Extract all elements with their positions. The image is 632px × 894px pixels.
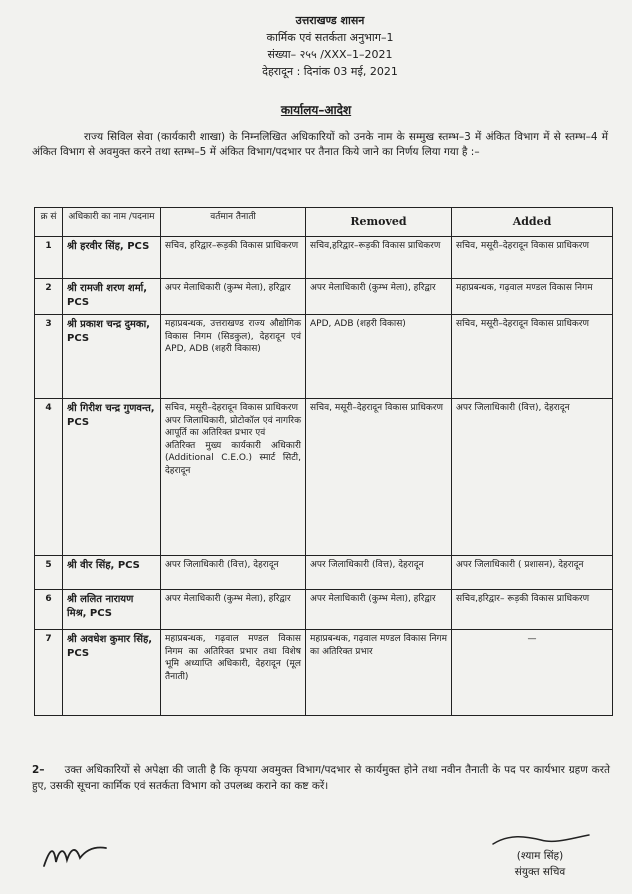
row-officer-name: श्री अवधेश कुमार सिंह, PCS	[63, 630, 161, 716]
table-row	[35, 279, 613, 315]
instruction-text: उक्त अधिकारियों से अपेक्षा की जाती है कि कृपया अवमुक्त विभाग/पदभार से कार्यमुक्त होने तथा नवीन तैनाती के पद पर कार्यभार ग्रहण करते हुए, उसकी सूचना कार्मिक एवं सतर्कता विभाग को उपलब्ध कराने का कष्ट करें।	[32, 764, 610, 792]
current-posting-line: महाप्रबन्धक, उत्तराखण्ड राज्य औद्योगिक विकास निगम (सिडकुल), देहरादून एवं APD, ADB (शहरी विकास)	[165, 319, 301, 354]
row-removed: महाप्रबन्धक, गढ़वाल मण्डल विकास निगम का अतिरिक्त प्रभार	[306, 630, 452, 716]
government-name: उत्तराखण्ड शासन	[295, 14, 365, 27]
row-current-posting	[161, 630, 306, 716]
initials-signature	[40, 838, 112, 872]
row-officer-name: श्री ललित नारायण मिश्र, PCS	[63, 590, 161, 630]
row-officer-name: श्री वीर सिंह, PCS	[63, 556, 161, 590]
table-row	[35, 315, 613, 399]
current-posting-line: अतिरिक्त मुख्य कार्यकारी अधिकारी (Additional C.E.O.) स्मार्ट सिटी, देहरादून	[165, 440, 301, 476]
intro-paragraph: राज्य सिविल सेवा (कार्यकारी शाखा) के निम्नलिखित अधिकारियों को उनके नाम के सम्मुख स्तम्भ–3 में अंकित विभाग में से स्तम्भ–4 में अंकित विभाग से अवमुक्त करने तथा स्तम्भ–5 में अंकित विभाग/पदभार पर तैनात किये जाने का निर्णय लिया गया है :–	[32, 131, 608, 158]
row-sno: 5	[35, 556, 63, 590]
place-date: देहरादून : दिनांक 03 मई, 2021	[262, 65, 398, 78]
department-name: कार्मिक एवं सतर्कता अनुभाग–1	[266, 31, 394, 44]
row-current-posting	[161, 590, 306, 630]
current-posting-line: अपर जिलाधिकारी, प्रोटोकॉल एवं नागरिक आपूर्ति का अतिरिक्त प्रभार एवं	[165, 415, 301, 438]
row-current-posting	[161, 237, 306, 279]
row-current-posting	[161, 279, 306, 315]
current-posting-line: अपर मेलाधिकारी (कुम्भ मेला), हरिद्वार	[165, 283, 291, 293]
row-removed: अपर मेलाधिकारी (कुम्भ मेला), हरिद्वार	[306, 590, 452, 630]
table-header-row	[35, 208, 613, 237]
row-officer-name: श्री गिरीश चन्द्र गुणवन्त, PCS	[63, 399, 161, 556]
signature-scribble	[485, 832, 595, 848]
row-officer-name: श्री प्रकाश चन्द्र दुमका, PCS	[63, 315, 161, 399]
row-removed: APD, ADB (शहरी विकास)	[306, 315, 452, 399]
table-row	[35, 399, 613, 556]
header-sno: क्र सं	[35, 208, 63, 237]
row-sno: 4	[35, 399, 63, 556]
row-removed: अपर मेलाधिकारी (कुम्भ मेला), हरिद्वार	[306, 279, 452, 315]
letter-header	[220, 12, 440, 80]
header-removed: Removed	[306, 208, 452, 237]
table-row	[35, 630, 613, 716]
current-posting-line: महाप्रबन्धक, गढ़वाल मण्डल विकास निगम का अतिरिक्त प्रभार तथा विशेष भूमि अध्याप्ति अधिकारी, देहरादून (मूल तैनाती)	[165, 634, 301, 682]
row-added: अपर जिलाधिकारी ( प्रशासन), देहरादून	[452, 556, 613, 590]
header-added: Added	[452, 208, 613, 237]
signatory-designation: संयुक्त सचिव	[514, 866, 566, 878]
office-order-title: कार्यालय–आदेश	[280, 103, 352, 117]
current-posting-line: अपर मेलाधिकारी (कुम्भ मेला), हरिद्वार	[165, 594, 291, 604]
instruction-paragraph	[32, 762, 610, 794]
row-sno: 6	[35, 590, 63, 630]
officers-table	[34, 207, 613, 716]
header-current: वर्तमान तैनाती	[161, 208, 306, 237]
signature-block	[470, 832, 610, 880]
row-sno: 2	[35, 279, 63, 315]
row-sno: 7	[35, 630, 63, 716]
table-row	[35, 590, 613, 630]
row-added: सचिव, मसूरी–देहरादून विकास प्राधिकरण	[452, 237, 613, 279]
row-added: महाप्रबन्धक, गढ़वाल मण्डल विकास निगम	[452, 279, 613, 315]
signatory-name: (श्याम सिंह)	[516, 850, 564, 862]
header-name: अधिकारी का नाम /पदनाम	[63, 208, 161, 237]
row-current-posting	[161, 315, 306, 399]
letter-number: संख्या– २५५ /XXX–1–2021	[267, 48, 393, 61]
current-posting-line: सचिव, हरिद्वार–रूड़की विकास प्राधिकरण	[165, 241, 299, 251]
table-row	[35, 556, 613, 590]
row-officer-name: श्री हरवीर सिंह, PCS	[63, 237, 161, 279]
current-posting-line: अपर जिलाधिकारी (वित्त), देहरादून	[165, 560, 279, 570]
row-removed: अपर जिलाधिकारी (वित्त), देहरादून	[306, 556, 452, 590]
row-sno: 1	[35, 237, 63, 279]
row-removed: सचिव,हरिद्वार–रूड़की विकास प्राधिकरण	[306, 237, 452, 279]
row-added: सचिव,हरिद्वार– रूड़की विकास प्राधिकरण	[452, 590, 613, 630]
table-row	[35, 237, 613, 279]
row-added: अपर जिलाधिकारी (वित्त), देहरादून	[452, 399, 613, 556]
row-officer-name: श्री रामजी शरण शर्मा, PCS	[63, 279, 161, 315]
row-current-posting	[161, 399, 306, 556]
row-added: —	[452, 630, 613, 716]
paragraph-number: 2–	[32, 764, 45, 776]
current-posting-line: सचिव, मसूरी–देहरादून विकास प्राधिकरण	[165, 403, 298, 413]
row-current-posting	[161, 556, 306, 590]
row-sno: 3	[35, 315, 63, 399]
row-added: सचिव, मसूरी–देहरादून विकास प्राधिकरण	[452, 315, 613, 399]
row-removed: सचिव, मसूरी–देहरादून विकास प्राधिकरण	[306, 399, 452, 556]
